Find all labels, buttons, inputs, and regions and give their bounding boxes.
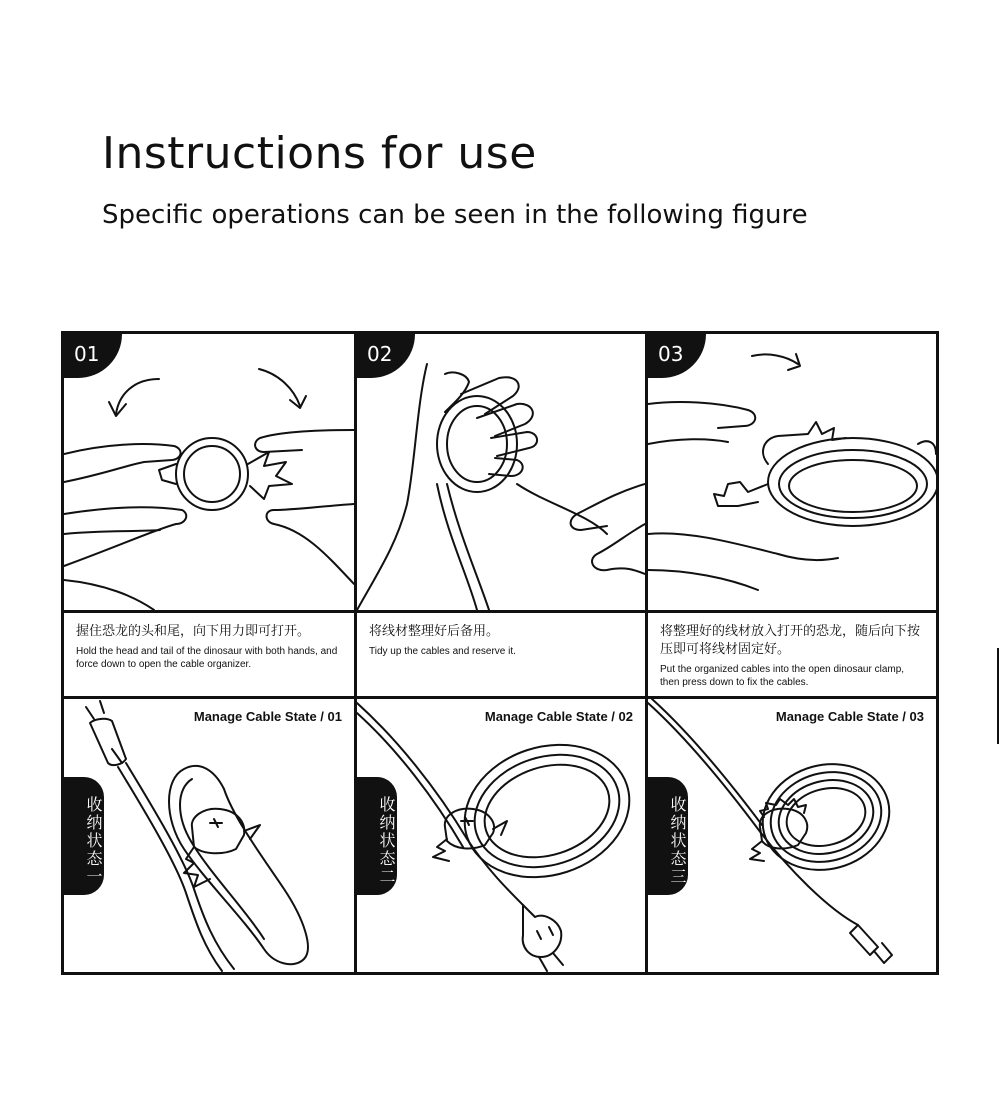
hand-illustration <box>648 439 728 444</box>
instruction-grid <box>61 331 939 975</box>
curved-arrow-icon <box>259 369 300 406</box>
step-panel-03 <box>648 334 936 610</box>
cable-coil-icon <box>751 750 902 884</box>
step-caption-01 <box>64 613 354 696</box>
hand-illustration <box>571 484 645 530</box>
hand-illustration <box>648 402 755 428</box>
state-tab: 收纳状态二 <box>357 777 397 895</box>
power-plug-icon <box>86 701 104 719</box>
state-03-illustration <box>648 699 936 972</box>
step-caption-02 <box>357 613 645 696</box>
hand-illustration <box>648 533 838 560</box>
state-panel-03 <box>648 699 936 972</box>
hand-illustration <box>64 507 186 566</box>
hand-illustration <box>357 364 427 610</box>
caption-en: Put the organized cables into the open dinosaur clamp, then press down to fix the cables. <box>660 664 905 688</box>
state-label: Manage Cable State / 03 <box>775 709 924 724</box>
step-number-badge: 03 <box>648 334 706 378</box>
step-03-illustration <box>648 334 936 610</box>
state-01-illustration <box>64 699 354 972</box>
power-plug-icon <box>523 905 562 957</box>
state-tab: 收纳状态三 <box>648 777 688 895</box>
step-panel-02 <box>357 334 645 610</box>
edge-divider <box>997 648 999 744</box>
cable-loop <box>169 766 308 964</box>
state-tab: 收纳状态一 <box>64 777 104 895</box>
cable-line <box>126 763 234 969</box>
page-subtitle: Specific operations can be seen in the following figure <box>102 200 808 230</box>
caption-en: Tidy up the cables and reserve it. <box>369 646 516 657</box>
caption-zh: 将线材整理好后备用。 <box>369 624 500 639</box>
curved-arrow-icon <box>752 354 798 364</box>
state-label: Manage Cable State / 01 <box>193 709 342 724</box>
state-panel-01 <box>64 699 354 972</box>
cable-coil-icon <box>437 396 517 492</box>
step-number-badge: 02 <box>357 334 415 378</box>
page-title: Instructions for use <box>102 128 537 179</box>
cable-line <box>517 484 607 534</box>
step-caption-03 <box>648 613 936 696</box>
hand-illustration <box>255 430 354 452</box>
cable-coil-icon <box>447 724 645 898</box>
cable-line <box>437 484 477 610</box>
step-01-illustration <box>64 334 354 610</box>
caption-zh: 将整理好的线材放入打开的恐龙，随后向下按压即可将线材固定好。 <box>660 624 921 657</box>
hand-illustration <box>267 504 355 584</box>
dinosaur-clip-icon <box>192 809 244 854</box>
state-label: Manage Cable State / 02 <box>484 709 633 724</box>
dinosaur-clip-icon <box>176 438 248 510</box>
caption-zh: 握住恐龙的头和尾，向下用力即可打开。 <box>76 624 311 639</box>
hand-illustration <box>64 444 181 482</box>
state-02-illustration <box>357 699 645 972</box>
state-panel-02 <box>357 699 645 972</box>
caption-en: Hold the head and tail of the dinosaur with both hands, and force down to open the cable organizer. <box>76 646 338 670</box>
step-panel-01 <box>64 334 354 610</box>
step-number-badge: 01 <box>64 334 122 378</box>
step-02-illustration <box>357 334 645 610</box>
